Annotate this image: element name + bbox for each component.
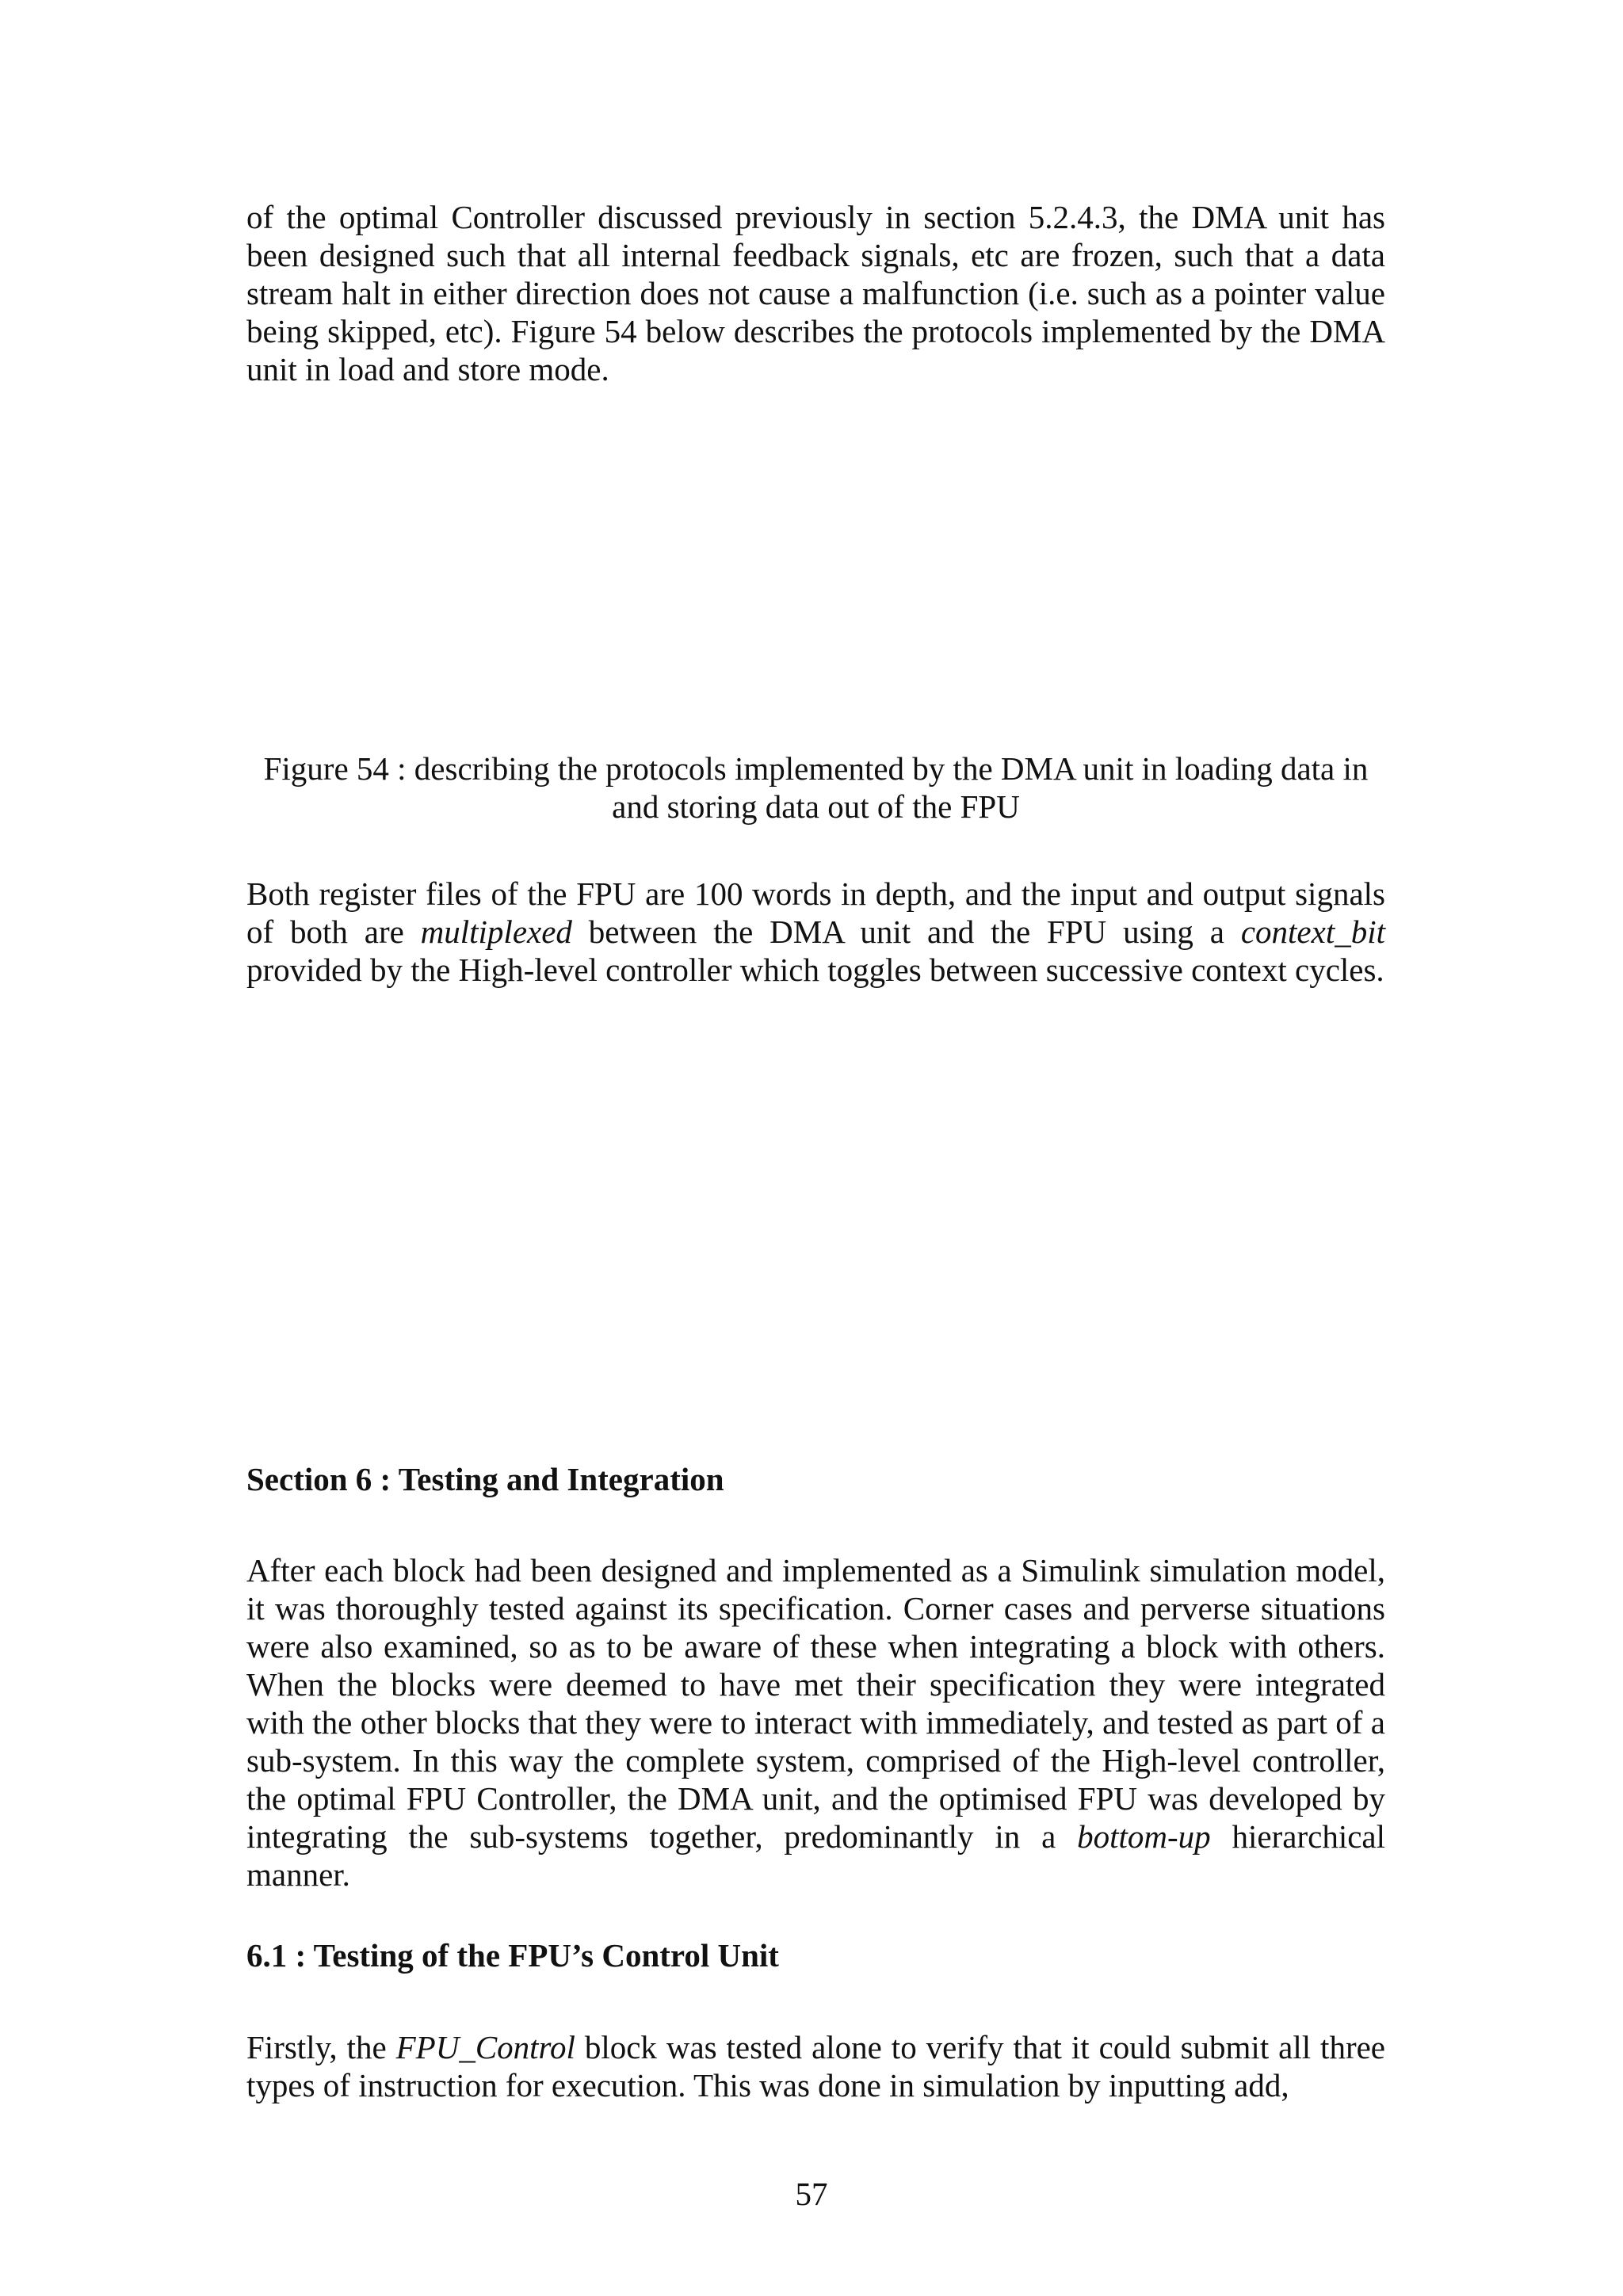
italic-term-fpu-control: FPU_Control [395, 2029, 575, 2065]
figure-54-area [246, 412, 1385, 729]
paragraph-register-files [246, 875, 1385, 989]
paragraph-fpu-control-test [246, 2028, 1385, 2104]
text-run: hierarchical manner. [246, 1818, 1385, 1893]
italic-term-bottom-up: bottom-up [1077, 1818, 1211, 1855]
italic-term-context-bit: context_bit [1240, 913, 1385, 950]
figure-54-caption [246, 749, 1385, 826]
text-run: between the DMA unit and the FPU using a [571, 913, 1241, 950]
text-run: block was tested alone to verify that it could submit all three types of instruction for execution. This was done in simulation by inputting add, [246, 2029, 1385, 2103]
text-run: Firstly, the [246, 2029, 396, 2065]
text-run: provided by the High-level controller which toggles between successive context cycles. [246, 952, 1384, 988]
text-run: After each block had been designed and implemented as a Simulink simulation model, it was thoroughly tested against its specification. Corner cases and perverse situations were also examined, so as to be aware of these when integrating a block with others. When the blocks were deemed to have met their specification they were integrated with the other blocks that they were to interact with immediately, and tested as part of a sub-system. In this way the complete system, comprised of the High-level controller, the optimal FPU Controller, the DMA unit, and the optimised FPU was developed by integrating the sub-systems together, predominantly in a [246, 1552, 1385, 1855]
paragraph-dma-design: of the optimal Controller discussed previously in section 5.2.4.3, the DMA unit has been designed such that all internal feedback signals, etc are frozen, such that a data stream halt in either direction does not cause a malfunction (i.e. such as a pointer value being skipped, etc). Figure 54 below describes the protocols implemented by the DMA unit in load and store mode. [246, 199, 1385, 387]
section-6-1-heading: 6.1 : Testing of the FPU’s Control Unit [246, 1937, 779, 1974]
caption-line-1: Figure 54 : describing the protocols implemented by the DMA unit in loading data in [263, 750, 1369, 787]
text-run: Both register files of the FPU are 100 words in depth, and the input and output signals of both are [246, 875, 1385, 950]
paragraph-testing-integration [246, 1551, 1385, 1894]
caption-line-2: and storing data out of the FPU [612, 788, 1020, 825]
italic-term-multiplexed: multiplexed [420, 913, 572, 950]
section-6-heading: Section 6 : Testing and Integration [246, 1461, 724, 1497]
page-number: 57 [795, 2176, 828, 2212]
